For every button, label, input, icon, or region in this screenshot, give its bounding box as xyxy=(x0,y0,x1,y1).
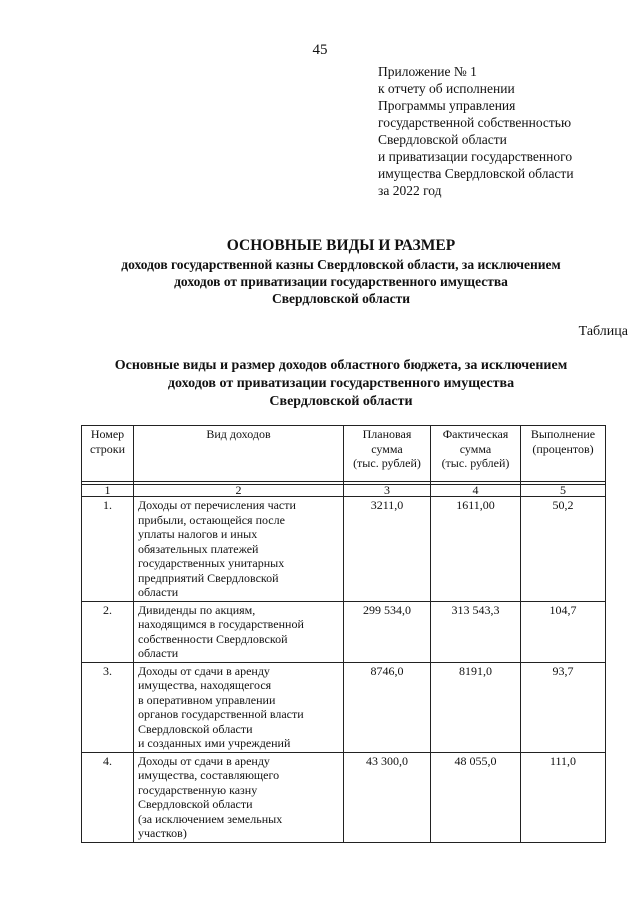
income-kind xyxy=(134,601,344,662)
appendix-line: Приложение № 1 xyxy=(378,64,477,79)
header-text: Выполнение xyxy=(530,427,596,441)
income-kind-line: Доходы от перечисления части xyxy=(138,498,296,512)
income-kind xyxy=(134,752,344,842)
table-row xyxy=(82,662,606,752)
income-kind-line: участков) xyxy=(138,826,187,840)
appendix-line: государственной собственностью xyxy=(378,115,572,130)
title-line: доходов от приватизации государственного имущества xyxy=(174,274,508,289)
title-line: ОСНОВНЫЕ ВИДЫ И РАЗМЕР xyxy=(226,237,456,254)
income-kind-line: Свердловской области xyxy=(138,797,253,811)
actual-sum: 1611,00 xyxy=(431,497,521,602)
header-planned-sum xyxy=(344,426,431,482)
income-kind xyxy=(134,497,344,602)
column-number-row xyxy=(82,485,606,497)
income-table xyxy=(81,425,606,843)
row-number: 2. xyxy=(82,601,134,662)
header-text: Фактическая xyxy=(442,427,509,441)
caption-line: Основные виды и размер доходов областного бюджета, за исключением xyxy=(114,358,568,373)
income-kind-line: и созданных ими учреждений xyxy=(138,736,291,750)
header-income-kind xyxy=(134,426,344,482)
completion-percent: 104,7 xyxy=(521,601,606,662)
column-number: 3 xyxy=(344,485,431,497)
income-kind-line: прибыли, остающейся после xyxy=(138,512,285,527)
income-kind xyxy=(134,662,344,752)
header-text: Плановая xyxy=(362,427,412,441)
income-kind-line: имущества, находящегося xyxy=(138,678,272,692)
completion-percent: 93,7 xyxy=(521,662,606,752)
appendix-line: имущества Свердловской области xyxy=(378,166,574,181)
document-title xyxy=(60,236,622,307)
row-number: 1. xyxy=(82,497,134,602)
income-kind-line: органов государственной власти xyxy=(138,707,304,721)
income-kind-line: уплаты налогов и иных xyxy=(138,527,258,541)
column-number: 4 xyxy=(431,485,521,497)
table-header-row xyxy=(82,426,606,482)
income-kind-line: собственности Свердловской xyxy=(138,631,288,646)
caption-line: Свердловской области xyxy=(269,394,413,409)
header-text: сумма xyxy=(459,441,492,456)
completion-percent: 111,0 xyxy=(521,752,606,842)
appendix-line: Программы управления xyxy=(378,98,516,113)
actual-sum: 48 055,0 xyxy=(431,752,521,842)
header-text: Номер xyxy=(90,427,125,441)
appendix-line: к отчету об исполнении xyxy=(378,81,515,96)
column-number: 5 xyxy=(521,485,606,497)
income-kind-line: в оперативном управлении xyxy=(138,692,276,707)
column-number: 1 xyxy=(82,485,134,497)
header-text: (тыс. рублей) xyxy=(353,456,421,470)
income-kind-line: государственных унитарных xyxy=(138,556,285,570)
actual-sum: 313 543,3 xyxy=(431,601,521,662)
completion-percent: 50,2 xyxy=(521,497,606,602)
header-completion xyxy=(521,426,606,482)
header-text: сумма xyxy=(371,441,403,456)
header-text: Вид доходов xyxy=(206,427,271,441)
row-number: 3. xyxy=(82,662,134,752)
income-kind-line: Свердловской области xyxy=(138,721,253,736)
appendix-note xyxy=(378,63,628,199)
page-number: 45 xyxy=(312,42,328,58)
income-kind-line: находящимся в государственной xyxy=(138,617,304,631)
income-kind-line: Доходы от сдачи в аренду xyxy=(138,753,270,768)
income-kind-line: Дивиденды по акциям, xyxy=(138,602,256,617)
header-actual-sum xyxy=(431,426,521,482)
title-line: Свердловской области xyxy=(271,291,411,306)
table-row xyxy=(82,497,606,602)
income-kind-line: области xyxy=(138,646,179,660)
column-number: 2 xyxy=(134,485,344,497)
income-kind-line: области xyxy=(138,585,179,599)
header-text: строки xyxy=(90,441,125,456)
table-caption xyxy=(60,357,622,411)
planned-sum: 43 300,0 xyxy=(344,752,431,842)
planned-sum: 8746,0 xyxy=(344,662,431,752)
title-line: доходов государственной казны Свердловской области, за исключением xyxy=(121,257,561,272)
income-kind-line: имущества, составляющего xyxy=(138,768,280,782)
income-kind-line: государственную казну xyxy=(138,782,258,797)
table-row xyxy=(82,601,606,662)
appendix-line: и приватизации государственного xyxy=(378,149,573,164)
planned-sum: 299 534,0 xyxy=(344,601,431,662)
table-label: Таблица xyxy=(578,324,628,339)
caption-line: доходов от приватизации государственного имущества xyxy=(167,376,515,391)
income-kind-line: предприятий Свердловской xyxy=(138,570,279,585)
row-number: 4. xyxy=(82,752,134,842)
planned-sum: 3211,0 xyxy=(344,497,431,602)
header-text: (тыс. рублей) xyxy=(441,456,510,470)
header-text: (процентов) xyxy=(532,441,594,456)
actual-sum: 8191,0 xyxy=(431,662,521,752)
appendix-line: Свердловской области xyxy=(378,132,507,147)
appendix-line: за 2022 год xyxy=(378,183,442,198)
header-row-number xyxy=(82,426,134,482)
table-row xyxy=(82,752,606,842)
income-kind-line: обязательных платежей xyxy=(138,541,259,556)
income-kind-line: Доходы от сдачи в аренду xyxy=(138,663,270,678)
income-kind-line: (за исключением земельных xyxy=(138,811,283,826)
